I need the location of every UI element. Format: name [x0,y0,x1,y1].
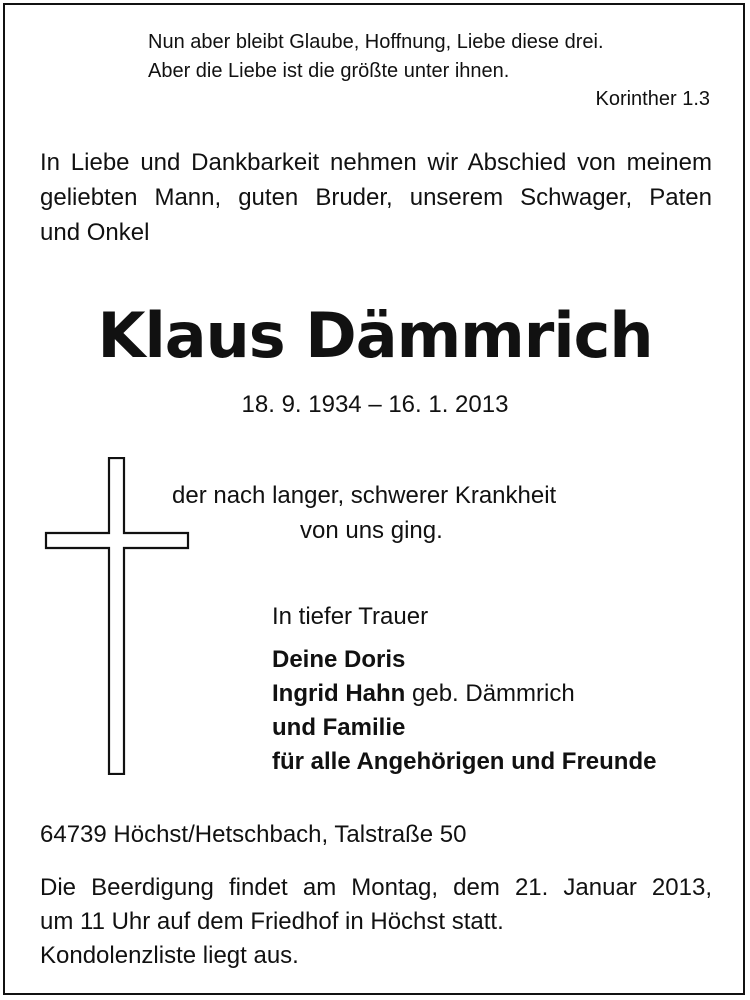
verse-line-2: Aber die Liebe ist die größte unter ihnen. [148,60,510,82]
mourners-block [272,600,656,779]
funeral-line-1: Die Beerdigung findet am Montag, dem 21. Januar 2013, [40,874,712,901]
mourner-2-birthname: geb. Dämmrich [405,680,575,707]
illness-line-2: von uns ging. [300,517,443,544]
funeral-info [40,871,712,973]
mourner-2 [272,677,656,711]
mourner-2-name: Ingrid Hahn [272,680,406,707]
farewell-line-2: geliebten Mann, guten Bruder, unserem Schwager, Paten [40,184,712,211]
farewell-text [40,145,712,250]
funeral-line-2: um 11 Uhr auf dem Friedhof in Höchst statt. [40,908,504,935]
farewell-line-1: In Liebe und Dankbarkeit nehmen wir Abschied von meinem [40,149,712,176]
mourner-4: für alle Angehörigen und Freunde [272,748,657,775]
illness-line-1: der nach langer, schwerer Krankheit [172,482,557,509]
mourner-1: Deine Doris [272,646,406,673]
mourner-3: und Familie [272,714,406,741]
life-dates: 18. 9. 1934 – 16. 1. 2013 [241,391,509,418]
bible-verse [148,28,604,86]
deceased-name: Klaus Dämmrich [97,299,653,372]
verse-line-1: Nun aber bleibt Glaube, Hoffnung, Liebe diese drei. [148,31,604,53]
farewell-line-3: und Onkel [40,219,150,246]
cross-icon [44,457,190,775]
illness-text [172,478,556,548]
verse-reference: Korinther 1.3 [595,88,710,110]
mourning-intro: In tiefer Trauer [272,603,429,630]
family-address: 64739 Höchst/Hetschbach, Talstraße 50 [40,821,467,848]
funeral-line-3: Kondolenzliste liegt aus. [40,942,299,969]
